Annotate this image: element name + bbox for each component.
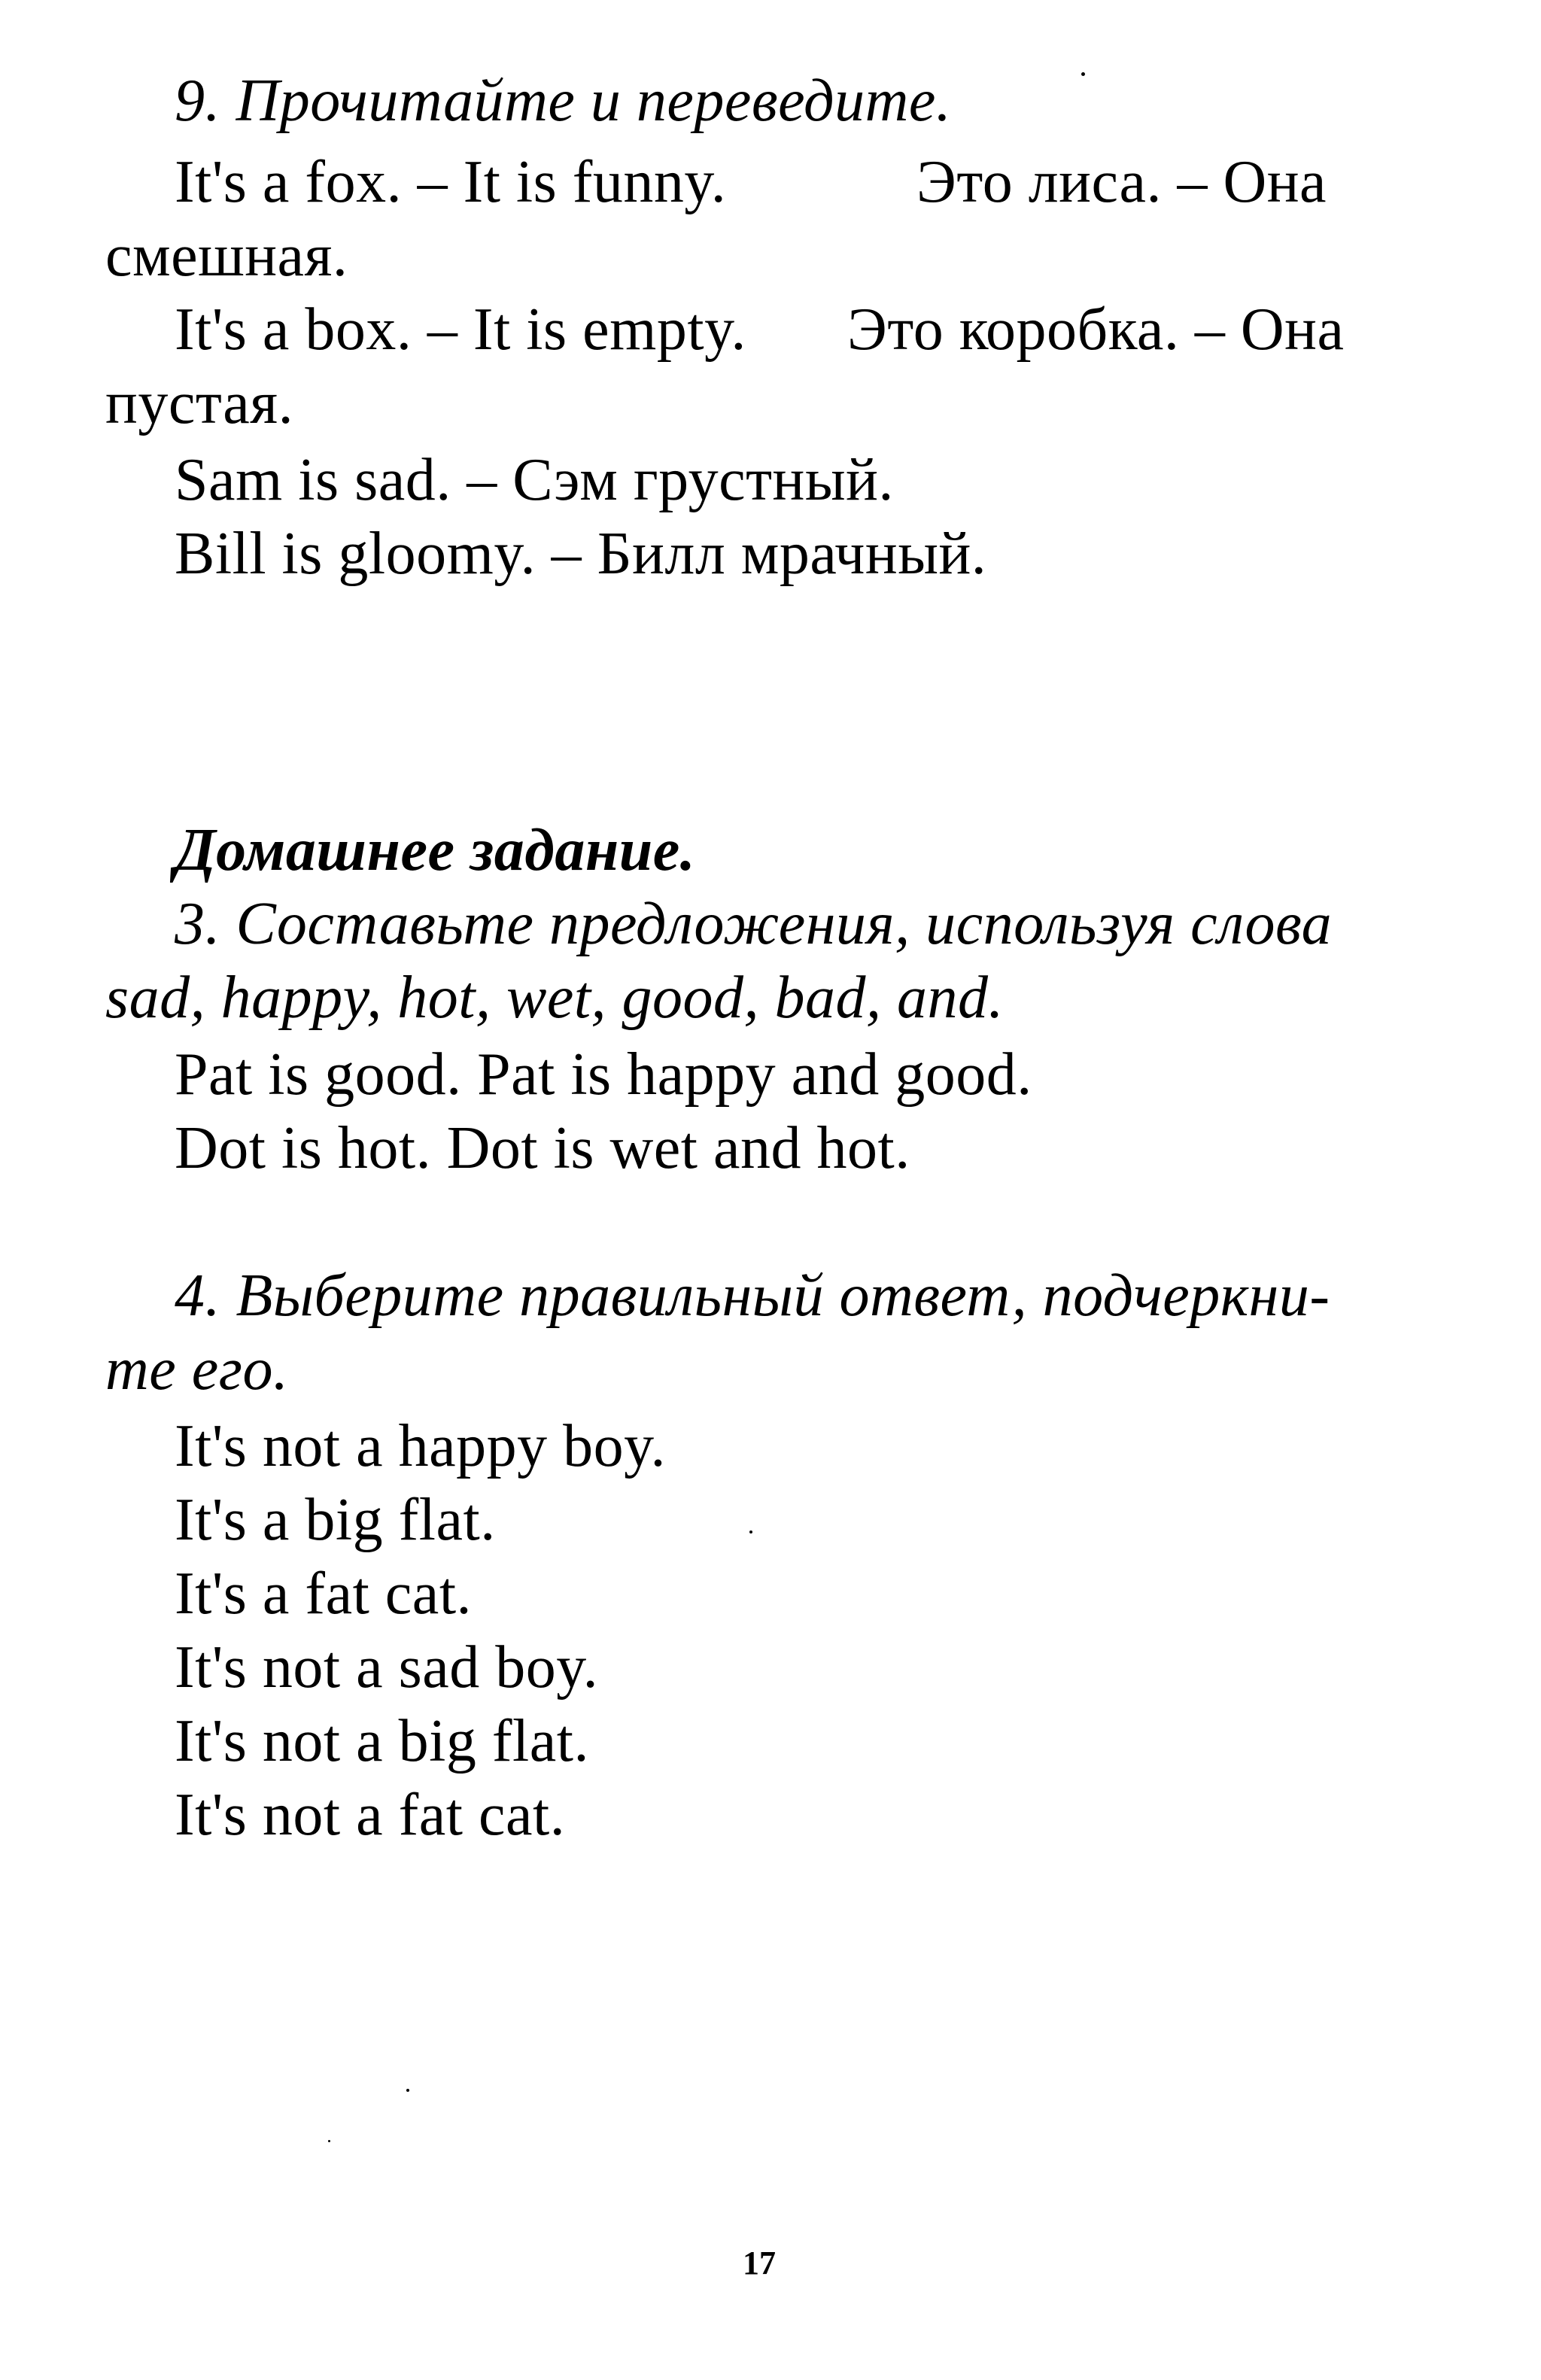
scan-speck: [328, 2140, 330, 2142]
exercise-4-line: It's a fat cat.: [175, 1561, 473, 1627]
exercise-4-line: It's not a fat cat.: [175, 1782, 566, 1848]
exercise-9-line: смешная.: [105, 223, 348, 289]
exercise-3-line: Pat is good. Pat is happy and good.: [175, 1041, 1032, 1108]
exercise-9-title: 9. Прочитайте и переведите.: [175, 68, 952, 134]
scan-speck: [749, 1530, 752, 1533]
exercise-4-title: 4. Выберите правильный ответ, подчеркни-: [175, 1263, 1330, 1329]
exercise-3-title: 3. Составьте предложения, используя слова: [175, 891, 1333, 957]
exercise-4-title-end: те его.: [105, 1336, 289, 1403]
exercise-3-line: Dot is hot. Dot is wet and hot.: [175, 1115, 910, 1181]
exercise-3-title-words: sad, happy, hot, wet, good, bad, and.: [105, 965, 1005, 1031]
exercise-9-line: Это коробка. – Она: [847, 296, 1345, 363]
homework-heading: Домашнее задание.: [175, 817, 696, 883]
scan-speck: [1081, 72, 1085, 76]
exercise-9-line: It's a box. – It is empty.: [175, 296, 746, 363]
exercise-9-line: Bill is gloomy. – Билл мрачный.: [175, 521, 987, 587]
exercise-4-line: It's a big flat.: [175, 1487, 496, 1553]
exercise-4-line: It's not a sad boy.: [175, 1634, 599, 1701]
exercise-4-line: It's not a big flat.: [175, 1708, 589, 1774]
exercise-9-line: It's a fox. – It is funny.: [175, 149, 727, 215]
exercise-9-line: Sam is sad. – Сэм грустный.: [175, 447, 894, 513]
exercise-4-line: It's not a happy boy.: [175, 1413, 666, 1479]
scan-speck: [406, 2089, 409, 2092]
page-number: 17: [743, 2245, 776, 2281]
exercise-9-line: Это лиса. – Она: [916, 149, 1327, 215]
exercise-9-line: пустая.: [105, 370, 294, 436]
